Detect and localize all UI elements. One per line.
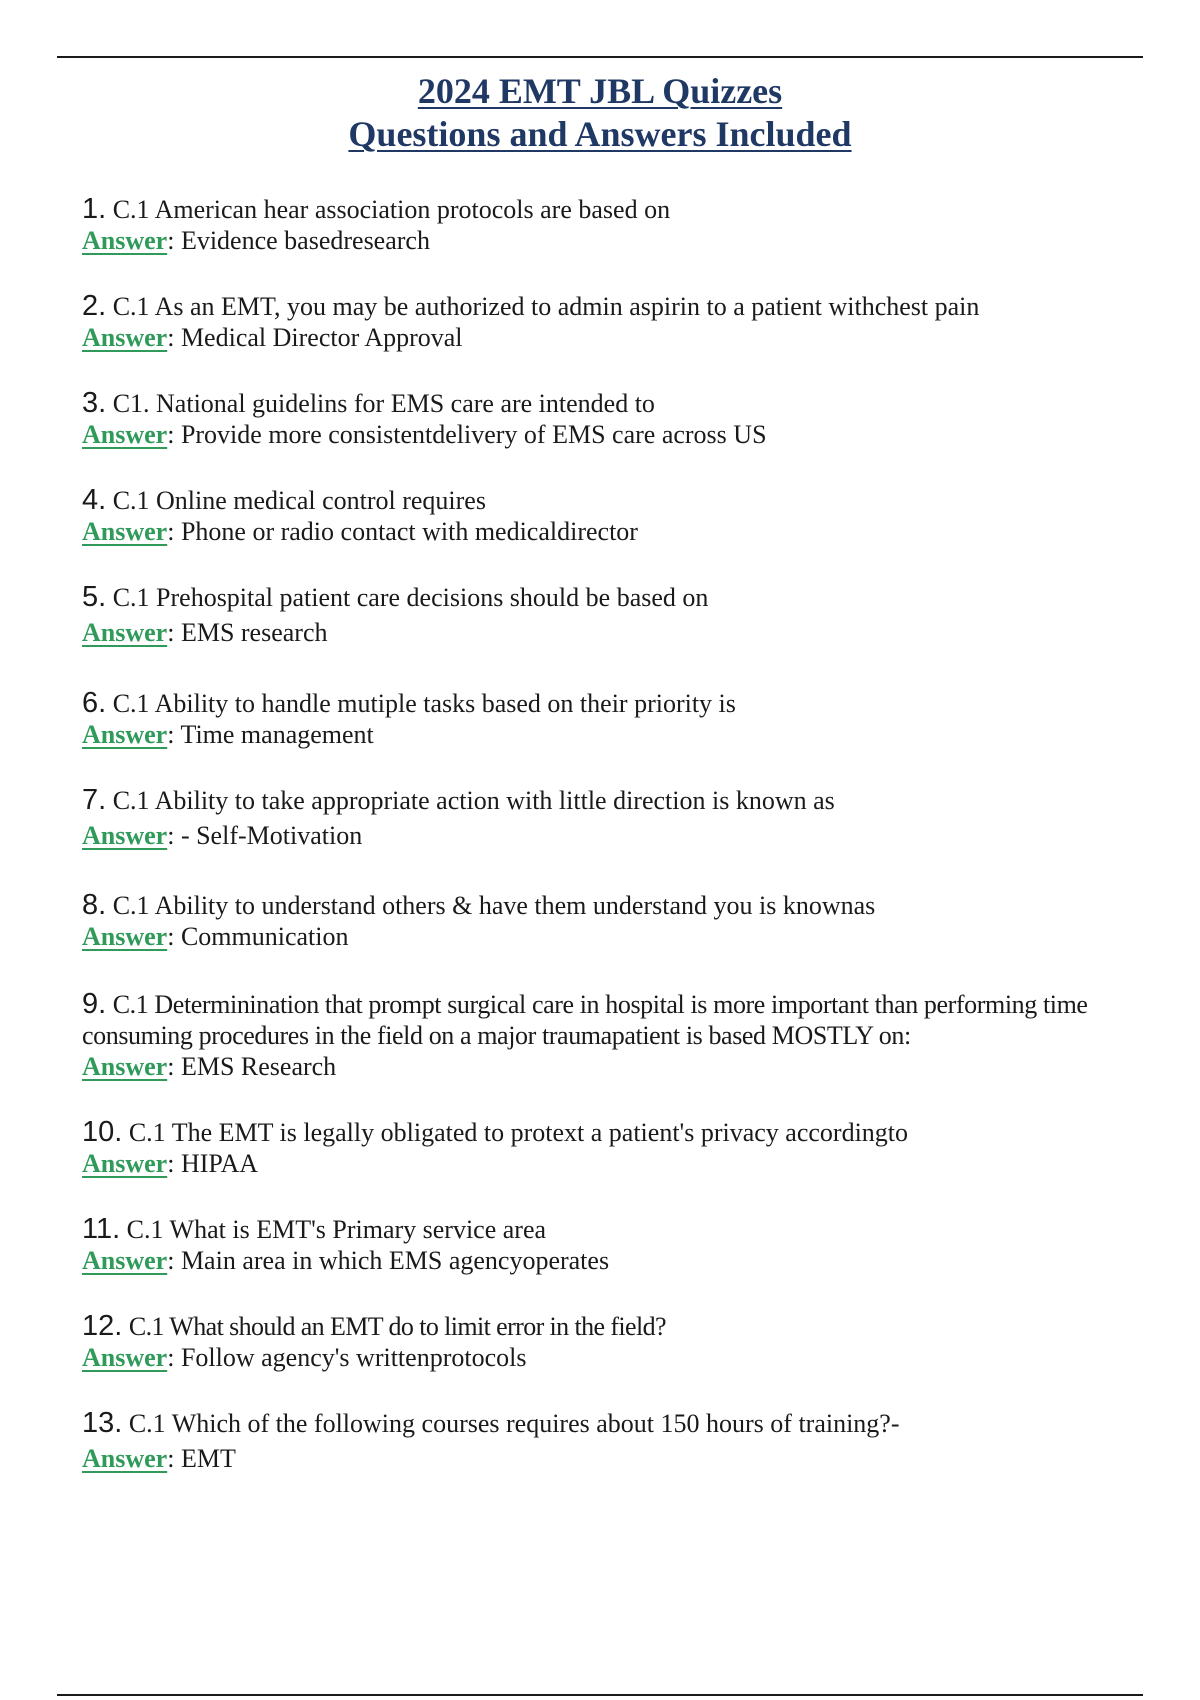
document-title	[0, 70, 1200, 156]
question-number: 13.	[82, 1407, 123, 1439]
question-line	[82, 388, 1152, 419]
answer-label: Answer	[82, 821, 168, 850]
answer-label: Answer	[82, 323, 168, 352]
answer-line	[82, 1148, 1152, 1179]
answer-label: Answer	[82, 1343, 168, 1372]
answer-text: : EMS research	[167, 618, 328, 647]
answer-line	[82, 1443, 1152, 1474]
question-line	[82, 688, 1152, 719]
answer-line	[82, 820, 1152, 851]
answer-text: : EMS Research	[167, 1052, 337, 1081]
answer-line	[82, 1245, 1152, 1276]
answer-text: : Main area in which EMS agencyoperates	[167, 1246, 610, 1275]
question-text: C.1 What should an EMT do to limit error in the field?	[128, 1312, 666, 1341]
question-line	[82, 485, 1152, 516]
question-text: C.1 Ability to take appropriate action with little direction is known as	[112, 786, 835, 815]
question-text: C.1 Prehospital patient care decisions should be based on	[112, 583, 709, 612]
question-text: C1. National guidelins for EMS care are intended to	[112, 389, 655, 418]
answer-text: : EMT	[167, 1444, 236, 1473]
question-number: 12.	[82, 1310, 123, 1342]
qa-item	[82, 989, 1152, 1082]
question-number: 1.	[82, 193, 107, 225]
qa-item	[82, 688, 1152, 750]
question-line	[82, 1117, 1152, 1148]
question-number: 11.	[82, 1213, 121, 1245]
answer-text: : Medical Director Approval	[167, 323, 463, 352]
question-text: C.1 Which of the following courses requires about 150 hours of training?-	[128, 1409, 900, 1438]
answer-line	[82, 1051, 1152, 1082]
answer-label: Answer	[82, 1149, 168, 1178]
question-line	[82, 1408, 1152, 1439]
answer-label: Answer	[82, 226, 168, 255]
answer-text: : Evidence basedresearch	[167, 226, 430, 255]
question-line	[82, 890, 1152, 921]
answer-line	[82, 225, 1152, 256]
question-text: C.1 American hear association protocols are based on	[112, 195, 671, 224]
answer-line	[82, 516, 1152, 547]
question-number: 3.	[82, 387, 107, 419]
question-number: 5.	[82, 581, 107, 613]
question-line	[82, 989, 1152, 1051]
question-number: 4.	[82, 484, 107, 516]
title-line-1: 2024 EMT JBL Quizzes	[417, 71, 783, 111]
question-text: C.1 What is EMT's Primary service area	[126, 1215, 547, 1244]
qa-item	[82, 1311, 1152, 1373]
question-line	[82, 194, 1152, 225]
answer-line	[82, 921, 1152, 952]
answer-label: Answer	[82, 420, 168, 449]
answer-text: : Phone or radio contact with medicaldirector	[167, 517, 638, 546]
question-text: C.1 Ability to handle mutiple tasks based on their priority is	[112, 689, 736, 718]
qa-item	[82, 890, 1152, 952]
qa-item	[82, 582, 1152, 648]
answer-text: : Follow agency's writtenprotocols	[167, 1343, 527, 1372]
qa-list	[82, 194, 1152, 1474]
title-line-2: Questions and Answers Included	[348, 114, 852, 154]
answer-line	[82, 322, 1152, 353]
qa-item	[82, 194, 1152, 256]
answer-line	[82, 419, 1152, 450]
question-line	[82, 582, 1152, 613]
answer-label: Answer	[82, 517, 168, 546]
qa-item	[82, 388, 1152, 450]
answer-text: : HIPAA	[167, 1149, 259, 1178]
question-line	[82, 1214, 1152, 1245]
answer-line	[82, 719, 1152, 750]
question-number: 9.	[82, 988, 107, 1020]
question-line	[82, 291, 1152, 322]
answer-text: : Provide more consistentdelivery of EMS care across US	[167, 420, 767, 449]
answer-label: Answer	[82, 922, 168, 951]
answer-line	[82, 1342, 1152, 1373]
question-line	[82, 785, 1152, 816]
answer-label: Answer	[82, 618, 168, 647]
qa-item	[82, 785, 1152, 851]
question-text: C.1 As an EMT, you may be authorized to admin aspirin to a patient withchest pain	[112, 292, 980, 321]
answer-label: Answer	[82, 720, 168, 749]
answer-line	[82, 617, 1152, 648]
question-number: 6.	[82, 687, 107, 719]
question-number: 10.	[82, 1116, 123, 1148]
top-rule	[57, 56, 1143, 58]
question-line	[82, 1311, 1152, 1342]
question-text: C.1 The EMT is legally obligated to protext a patient's privacy accordingto	[128, 1118, 909, 1147]
qa-item	[82, 291, 1152, 353]
answer-text: : Time management	[167, 720, 374, 749]
question-text: C.1 Ability to understand others & have them understand you is knownas	[112, 891, 876, 920]
question-number: 2.	[82, 290, 107, 322]
qa-item	[82, 1117, 1152, 1179]
answer-label: Answer	[82, 1052, 168, 1081]
question-text: C.1 Determinination that prompt surgical care in hospital is more important than performing time consuming procedures in the field on a major traumapatient is based MOSTLY on:	[82, 990, 1088, 1050]
bottom-rule	[57, 1694, 1143, 1696]
answer-text: : - Self-Motivation	[167, 821, 363, 850]
question-text: C.1 Online medical control requires	[112, 486, 486, 515]
qa-item	[82, 1408, 1152, 1474]
question-number: 7.	[82, 784, 107, 816]
answer-label: Answer	[82, 1246, 168, 1275]
answer-label: Answer	[82, 1444, 168, 1473]
question-number: 8.	[82, 889, 107, 921]
answer-text: : Communication	[167, 922, 349, 951]
qa-item	[82, 1214, 1152, 1276]
qa-item	[82, 485, 1152, 547]
